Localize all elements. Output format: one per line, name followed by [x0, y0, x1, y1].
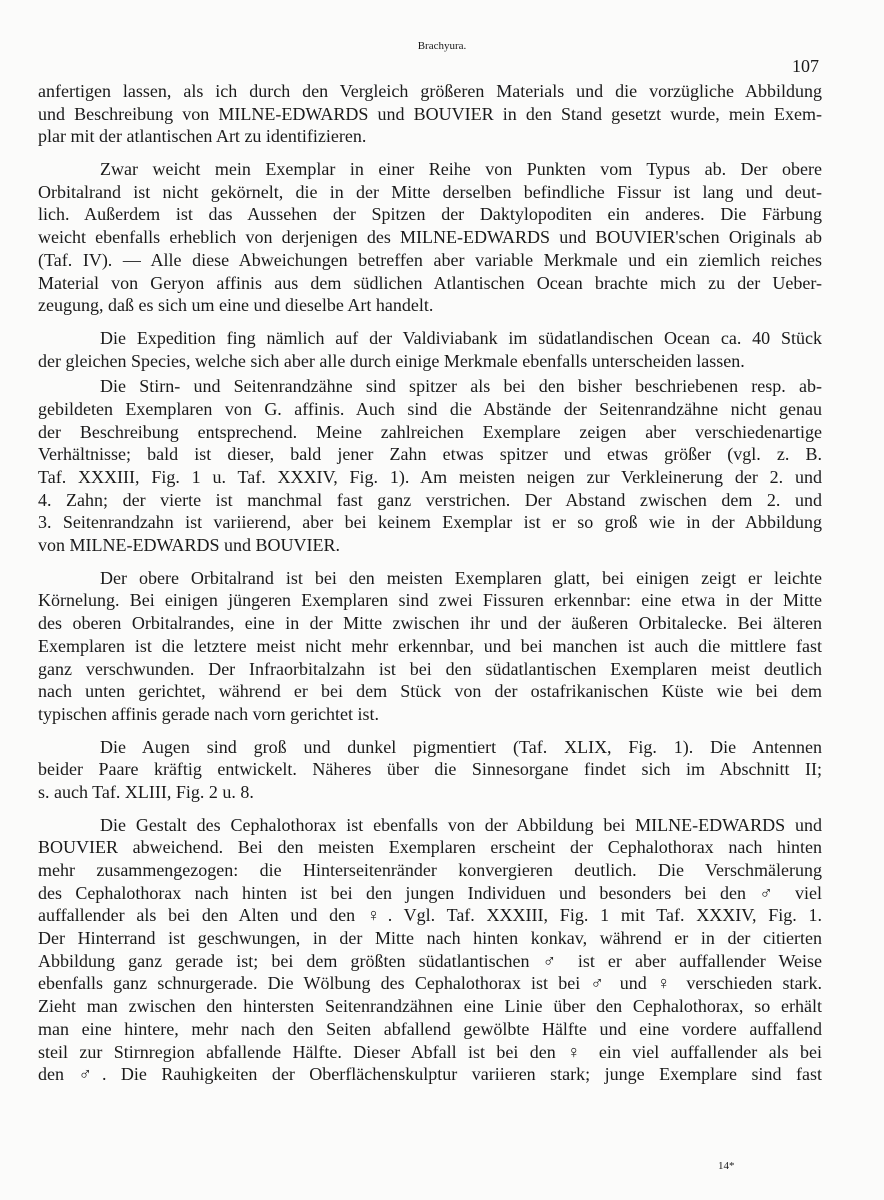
text-line: BOUVIER abweichend. Bei den meisten Exemplaren erscheint der Cephalothorax nach hinten	[38, 837, 822, 858]
text-line: steil zur Stirnregion abfallende Hälfte. Dieser Abfall ist bei den ♀ ein viel auffallender als bei	[38, 1041, 822, 1062]
text-line: ganz verschwunden. Der Infraorbitalzahn ist bei den südatlantischen Exemplaren meist deutlich	[38, 658, 822, 679]
text-line: anfertigen lassen, als ich durch den Vergleich größeren Materials und die vorzügliche Abbildung	[38, 81, 822, 101]
paragraph	[38, 375, 822, 557]
text-line: Die Stirn- und Seitenrandzähne sind spitzer als bei den bisher beschriebenen resp. ab-	[100, 376, 822, 397]
text-line: Die Augen sind groß und dunkel pigmentiert (Taf. XLIX, Fig. 1). Die Antennen	[100, 736, 822, 757]
text-line: typischen affinis gerade nach vorn gerichtet ist.	[38, 703, 380, 724]
text-line: den ♂. Die Rauhigkeiten der Oberflächenskulptur variieren stark; junge Exemplare sind fast	[38, 1064, 822, 1085]
text-line: zeugung, daß es sich um eine und dieselbe Art handelt.	[38, 295, 434, 316]
text-line: Zwar weicht mein Exemplar in einer Reihe von Punkten vom Typus ab. Der obere	[100, 159, 822, 180]
text-line: Zieht man zwischen den hintersten Seitenrandzähnen eine Linie über den Cephalothorax, so erhält	[38, 996, 822, 1017]
text-line: Taf. XXXIII, Fig. 1 u. Taf. XXXIV, Fig. 1). Am meisten neigen zur Verkleinerung der 2. und	[38, 467, 822, 487]
paragraph	[38, 814, 822, 1086]
body-text	[38, 80, 822, 1096]
text-line: der gleichen Species, welche sich aber alle durch einige Merkmale ebenfalls unterscheiden lassen.	[38, 350, 745, 371]
text-line: Verhältnisse; bald ist dieser, bald jener Zahn etwas spitzer und etwas größer (vgl. z. B.	[38, 444, 822, 465]
text-line: von MILNE-EDWARDS und BOUVIER.	[38, 535, 340, 556]
running-head: Brachyura.	[417, 40, 467, 52]
text-line: der Beschreibung entsprechend. Meine zahlreichen Exemplare zeigen aber verschiedenartige	[38, 421, 822, 442]
text-line: auffallender als bei den Alten und den ♀. Vgl. Taf. XXXIII, Fig. 1 mit Taf. XXXIV, Fig. 1.	[38, 905, 822, 926]
text-line: Material von Geryon affinis aus dem südlichen Atlantischen Ocean brachte mich zu der Ueber-	[38, 272, 822, 293]
text-line: Die Gestalt des Cephalothorax ist ebenfalls von der Abbildung bei MILNE-EDWARDS und	[100, 814, 822, 835]
paragraph	[38, 158, 822, 317]
text-line: (Taf. IV). — Alle diese Abweichungen betreffen aber variable Merkmale und ein ziemlich reiches	[38, 249, 822, 270]
paragraph	[38, 736, 822, 804]
text-line: Abbildung ganz gerade ist; bei dem größten südatlantischen ♂ ist er aber auffallender Weise	[38, 950, 822, 971]
text-line: Der Hinterrand ist geschwungen, in der Mitte nach hinten konkav, während er in der citierten	[38, 928, 822, 949]
paragraph	[38, 567, 822, 726]
text-line: mehr zusammengezogen: die Hinterseitenränder konvergieren deutlich. Die Verschmälerung	[38, 860, 822, 880]
text-line: und Beschreibung von MILNE-EDWARDS und BOUVIER in den Stand gesetzt wurde, mein Exem-	[38, 103, 822, 124]
text-line: beider Paare kräftig entwickelt. Näheres über die Sinnesorgane findet sich im Abschnitt II;	[38, 759, 822, 780]
text-line: ebenfalls ganz schnurgerade. Die Wölbung des Cephalothorax ist bei ♂ und ♀ verschieden stark.	[38, 973, 822, 994]
text-line: plar mit der atlantischen Art zu identifizieren.	[38, 126, 367, 147]
text-line: s. auch Taf. XLIII, Fig. 2 u. 8.	[38, 781, 254, 802]
paragraph	[38, 327, 822, 372]
text-line: Orbitalrand ist nicht gekörnelt, die in der Mitte derselben befindliche Fissur ist lang und deut-	[38, 181, 822, 202]
text-line: Exemplaren ist die letztere meist nicht mehr erkennbar, und bei manchen ist auch die mittlere fast	[38, 635, 822, 656]
text-line: des oberen Orbitalrandes, eine in der Mitte zwischen ihr und der äußeren Orbitalecke. Bei älteren	[38, 613, 822, 634]
text-line: lich. Außerdem ist das Aussehen der Spitzen der Daktylopoditen ein anderes. Die Färbung	[38, 204, 822, 225]
text-line: man eine hintere, mehr nach den Seiten abfallend gewölbte Hälfte und eine vordere auffallend	[38, 1018, 822, 1039]
text-line: weicht ebenfalls erheblich von derjenigen des MILNE-EDWARDS und BOUVIER'schen Originals ab	[38, 227, 822, 248]
text-line: Der obere Orbitalrand ist bei den meisten Exemplaren glatt, bei einigen zeigt er leichte	[100, 567, 822, 588]
text-line: nach unten gerichtet, während er bei dem Stück von der ostafrikanischen Küste wie bei dem	[38, 681, 822, 702]
signature-mark: 14*	[718, 1160, 735, 1172]
text-line: 4. Zahn; der vierte ist manchmal fast ganz verstrichen. Der Abstand zwischen dem 2. und	[38, 489, 822, 510]
text-line: 3. Seitenrandzahn ist variierend, aber bei keinem Exemplar ist er so groß wie in der Abbildung	[38, 512, 822, 533]
text-line: Die Expedition fing nämlich auf der Valdiviabank im südatlandischen Ocean ca. 40 Stück	[100, 327, 822, 348]
text-line: gebildeten Exemplaren von G. affinis. Auch sind die Abstände der Seitenrandzähne nicht genau	[38, 398, 822, 419]
page-number: 107	[792, 56, 819, 76]
text-line: des Cephalothorax nach hinten ist bei den jungen Individuen und besonders bei den ♂ viel	[38, 882, 822, 903]
text-line: Körnelung. Bei einigen jüngeren Exemplaren sind zwei Fissuren erkennbar: eine etwa in der Mitte	[38, 590, 822, 611]
paragraph	[38, 80, 822, 148]
